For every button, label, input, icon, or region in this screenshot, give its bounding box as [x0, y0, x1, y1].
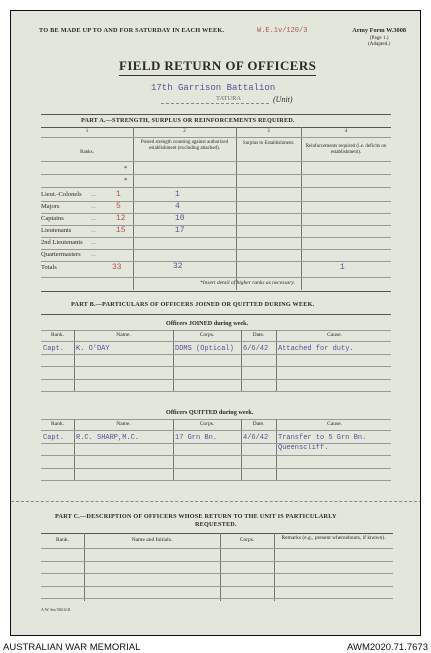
part-a-heading: PART A.—STRENGTH, SURPLUS OR REINFORCEMENTS REQUIRED. — [81, 117, 295, 124]
part-a-rule — [41, 127, 391, 128]
column-header: Name. — [116, 421, 131, 427]
column-divider — [173, 419, 174, 481]
posted-strength-value: 17 — [175, 226, 185, 235]
column-divider — [173, 330, 174, 392]
header-rule — [41, 341, 391, 342]
week-reference: W.E.1v/120/3 — [257, 27, 308, 35]
row-rule — [41, 379, 391, 380]
perforation-line — [11, 501, 421, 502]
column-header: Corps. — [199, 421, 215, 427]
cell-date: 6/6/42 — [243, 345, 269, 353]
column-divider — [241, 330, 242, 392]
column-header: Date. — [252, 332, 265, 338]
establishment-value: 1 — [116, 190, 121, 199]
cell-corps: DDMS (Optical) — [175, 345, 234, 353]
column-divider — [220, 533, 221, 601]
column-header: Remarks (e.g., present whereabouts, if known). — [281, 535, 386, 541]
row-rule — [41, 201, 391, 202]
cell-name: K. O'DAY — [76, 345, 110, 353]
col-number-4: 4 — [344, 129, 348, 134]
page-note: (Page 1.) — [369, 34, 389, 41]
row-rule — [41, 261, 391, 262]
col-header-surplus: Surplus to Establishment. — [242, 141, 295, 146]
column-header: Name and Initials. — [131, 537, 173, 543]
col-number-2: 2 — [183, 129, 186, 134]
asterisk-mark: * — [124, 177, 128, 184]
row-rule — [41, 391, 391, 392]
part-a-top-rule — [41, 114, 391, 115]
cell-rank: Capt. — [43, 434, 65, 442]
establishment-value: 15 — [116, 226, 126, 235]
row-rule — [41, 598, 393, 599]
row-rule — [41, 480, 391, 481]
row-rule — [41, 561, 393, 562]
unit-underline — [161, 103, 269, 104]
leader-dots: ... — [91, 215, 96, 222]
totals-establishment: 33 — [112, 263, 122, 272]
rank-label: Quartermasters — [41, 251, 81, 258]
column-divider — [241, 419, 242, 481]
leader-dots: ... — [91, 251, 96, 258]
row-rule — [41, 443, 391, 444]
row-rule — [41, 366, 391, 367]
column-divider — [276, 330, 277, 392]
column-header: Rank. — [51, 421, 64, 427]
leader-dots: ... — [91, 227, 96, 234]
leader-dots: ... — [91, 239, 96, 246]
column-header: Date. — [252, 421, 265, 427]
unit-name: 17th Garrison Battalion — [151, 83, 276, 93]
cell-date: 4/6/42 — [243, 434, 269, 442]
cell-cause: Transfer to 5 Grn Bn. — [278, 434, 367, 442]
asterisk-mark: * — [124, 165, 128, 172]
col-header-reinforcements: Reinforcements required (i.e. deficits on establishment). — [305, 144, 387, 155]
column-header: Name. — [116, 332, 131, 338]
row-rule — [41, 586, 393, 587]
row-rule — [41, 237, 391, 238]
column-header: Rank. — [56, 537, 69, 543]
unit-label: (Unit) — [273, 95, 293, 104]
col-header-posted: Posted strength counting against authorized establishment (excluding attached). — [140, 140, 229, 151]
part-c-heading: PART C.—DESCRIPTION OF OFFICERS WHOSE RETURN TO THE UNIT IS PARTICULARLY — [55, 513, 337, 520]
row-rule — [41, 213, 391, 214]
cell-cause-continued: Queenscliff. — [278, 444, 329, 452]
column-header: Corps. — [239, 537, 255, 543]
header-rule — [41, 548, 393, 549]
row-rule — [41, 468, 391, 469]
cell-name: R.C. SHARP,M.C. — [76, 434, 140, 442]
col-number-3: 3 — [267, 129, 270, 134]
totals-label: Totals — [41, 264, 57, 271]
part-a-note: *Insert detail of higher ranks as necessary. — [200, 280, 295, 286]
column-divider — [74, 330, 75, 392]
adapted-note: (Adapted.) — [367, 40, 391, 47]
column-header: Corps. — [199, 332, 215, 338]
cell-rank: Capt. — [43, 345, 65, 353]
rank-label: Lieut.-Colonels — [41, 191, 82, 198]
print-code: A.W. Sm 584 6/41 — [41, 607, 71, 612]
rank-label: 2nd Lieutenants — [41, 239, 83, 246]
leader-dots: ... — [91, 203, 96, 210]
quitted-title: Officers QUITTED during week. — [166, 409, 254, 416]
footer-accession: AWM2020.71.7673 — [347, 642, 428, 653]
row-rule — [41, 354, 391, 355]
column-divider — [274, 533, 275, 601]
column-header: Cause. — [327, 421, 342, 427]
column-header: Cause. — [327, 332, 342, 338]
row-rule — [41, 573, 393, 574]
part-b-heading: PART B.—PARTICULARS OF OFFICERS JOINED OR QUITTED DURING WEEK. — [71, 301, 315, 308]
column-divider — [276, 419, 277, 481]
row-rule — [41, 249, 391, 250]
row-rule — [41, 455, 391, 456]
field-return-form — [10, 10, 421, 636]
establishment-value: 5 — [116, 202, 121, 211]
posted-strength-value: 4 — [175, 202, 180, 211]
col-header-ranks: Ranks. — [80, 150, 94, 155]
totals-reinforcements: 1 — [340, 263, 345, 272]
column-divider — [74, 419, 75, 481]
part-c-heading-2: REQUESTED. — [195, 521, 237, 528]
column-divider — [84, 533, 85, 601]
cell-corps: 17 Grn Bn. — [175, 434, 218, 442]
joined-title: Officers JOINED during week. — [166, 320, 249, 327]
cell-cause: Attached for duty. — [278, 345, 354, 353]
posted-strength-value: 10 — [175, 214, 185, 223]
column-header: Rank. — [51, 332, 64, 338]
form-title: FIELD RETURN OF OFFICERS — [119, 58, 316, 76]
army-form-label — [352, 27, 406, 47]
col-number-1: 1 — [85, 129, 89, 134]
establishment-value: 12 — [116, 214, 126, 223]
leader-dots: ... — [91, 191, 96, 198]
rank-label: Captains — [41, 215, 64, 222]
row-rule — [41, 225, 391, 226]
footer-credit: AUSTRALIAN WAR MEMORIAL — [3, 642, 141, 653]
unit-place: TATURA — [216, 95, 242, 102]
rank-label: Majors — [41, 203, 60, 210]
rank-label: Lieutenants — [41, 227, 72, 234]
header-instruction: TO BE MADE UP TO AND FOR SATURDAY IN EACH WEEK. — [39, 27, 225, 34]
army-form-number: Army Form W.3008 — [352, 27, 406, 34]
posted-strength-value: 1 — [175, 190, 180, 199]
totals-posted: 32 — [173, 262, 183, 271]
header-rule — [41, 430, 391, 431]
